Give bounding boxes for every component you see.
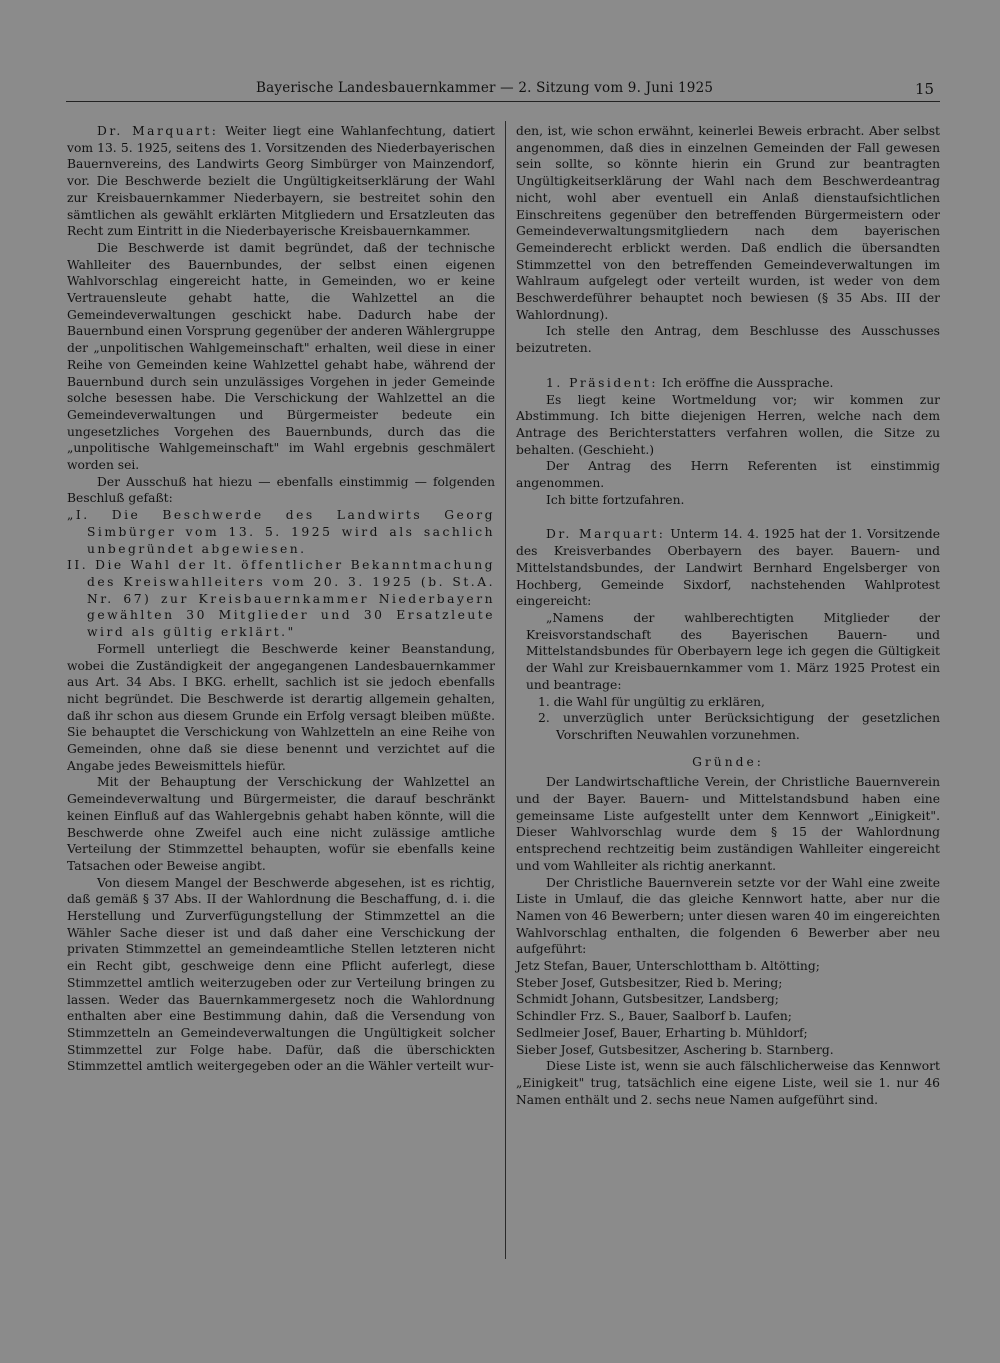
paragraph: Der Antrag des Herrn Referenten ist einstimmig angenommen. [516, 459, 940, 491]
page-number: 15 [915, 80, 935, 98]
list-item: 1. die Wahl für ungültig zu erklären, [538, 694, 765, 709]
paragraph: den, ist, wie schon erwähnt, keinerlei Beweis erbracht. Aber selbst angenommen, daß dies in einzelnen Gemeinden der Fall gewesen sein sollte, so könnte hierin ein Grund zur beantragten Ungültigkeitserklärung der Wahl nach dem Beschwerdeantrag nicht, wohl aber eventuell ein Anlaß dienstaufsichtlichen Einschreitens gegenüber den betreffenden Bürgermeistern oder Gemeindeverwaltungsmitgliedern nach dem bayerischen Gemeinderecht erblickt werden. Daß endlich die übersandten Stimmzettel von den betreffenden Gemeindeverwaltungen im Wahlraum aufgelegt oder verteilt wurden, ist weder von dem Beschwerdeführer behauptet noch bewiesen (§ 35 Abs. III der Wahlordnung). [516, 124, 940, 322]
name-list-item: Schindler Frz. S., Bauer, Saalborf b. Laufen; [516, 1009, 792, 1024]
speaker-name: Dr. Marquart: [97, 124, 219, 138]
paragraph: Es liegt keine Wortmeldung vor; wir kommen zur Abstimmung. Ich bitte diejenigen Herren, welche nach dem Antrage des Berichterstatters verfahren wollen, die Sitze zu behalten. (Geschieht.) [516, 392, 940, 457]
running-head: Bayerische Landesbauernkammer — 2. Sitzung vom 9. Juni 1925 [256, 80, 714, 96]
paragraph: Diese Liste ist, wenn sie auch fälschlicherweise das Kennwort „Einigkeit" trug, tatsächlich eine eigene Liste, weil sie 1. nur 46 Namen enthält und 2. sechs neue Namen aufgeführt sind. [516, 1059, 940, 1107]
resolution-item: II. Die Wahl der lt. öffentlicher Bekanntmachung des Kreiswahlleiters vom 20. 3. 1925 (b. St.A. Nr. 67) zur Kreisbauernkammer Niederbayern gewählten 30 Mitglieder und 30 Ersatzleute wird als gültig erklärt." [67, 558, 495, 640]
name-list-item: Steber Josef, Gutsbesitzer, Ried b. Mering; [516, 975, 783, 990]
speaker-name: Dr. Marquart: [546, 527, 666, 542]
section-heading: Gründe: [692, 754, 764, 769]
resolution-item: „I. Die Beschwerde des Landwirts Georg Simbürger vom 13. 5. 1925 wird als sachlich unbegründet abgewiesen. [67, 508, 495, 556]
paragraph: Mit der Behauptung der Verschickung der Wahlzettel an Gemeindeverwaltung und Bürgermeister, die darauf beschränkt keinen Einfluß auf das Wahlergebnis gehabt haben könnte, will die Beschwerde ohne Zweifel auch eine nicht zulässige amtliche Verteilung der Stimmzettel behaupten, wofür sie ebenfalls keine Tatsachen oder Beweise angibt. [67, 775, 495, 873]
left-column [67, 123, 495, 1075]
paragraph [67, 123, 495, 240]
name-list-item: Schmidt Johann, Gutsbesitzer, Landsberg; [516, 992, 779, 1007]
name-list-item: Sedlmeier Josef, Bauer, Erharting b. Mühldorf; [516, 1025, 808, 1040]
paragraph-text: Unterm 14. 4. 1925 hat der 1. Vorsitzende des Kreisverbandes Oberbayern des bayer. Bauern- und Mittelstandsbundes, der Landwirt Bernhard Engelsberger von Hochberg, Gemeinde Sixdorf, nachstehenden Wahlprotest eingereicht: [516, 527, 941, 609]
paragraph: Der Landwirtschaftliche Verein, der Christliche Bauernverein und der Bayer. Bauern- und Mittelstandsbund haben eine gemeinsame Liste aufgestellt unter dem Kennwort „Einigkeit". Dieser Wahlvorschlag wurde dem § 15 der Wahlordnung entsprechend rechtzeitig beim zuständigen Wahlleiter eingereicht und vom Wahlleiter als richtig anerkannt. [516, 775, 940, 873]
header-rule [66, 101, 940, 102]
paragraph [516, 375, 940, 392]
name-list-item: Sieber Josef, Gutsbesitzer, Aschering b. Starnberg. [516, 1042, 834, 1057]
paragraph: Die Beschwerde ist damit begründet, daß der technische Wahlleiter des Bauernbundes, der selbst einen eigenen Wahlvorschlag eingereicht hatte, in Gemeinden, wo er keine Vertrauensleute gehabt hatte, die Wahlzettel an die Gemeindeverwaltungen geschickt habe. Dadurch habe der Bauernbund einen Vorsprung gegenüber der anderen Wählergruppe der „unpolitischen Wahlgemeinschaft" erhalten, weil diese in einer Reihe von Gemeinden keine Wahlzettel gehabt habe, während der Bauernbund durch sein unzulässiges Vorgehen in jeder Gemeinde solche besessen habe. Die Verschickung der Wahlzettel an die Gemeindeverwaltungen und Bürgermeister bedeute ein ungesetzliches Vorgehen des Bauernbunds, durch das die „unpolitische Wahlgemeinschaft" im Wahl ergebnis geschmälert worden sei. [67, 240, 495, 473]
paragraph-text: Ich eröffne die Aussprache. [661, 375, 834, 390]
quoted-protest: „Namens der wahlberechtigten Mitglieder der Kreisvorstandschaft des Bayerischen Bauern- und Mittelstandsbundes für Oberbayern lege ich gegen die Gültigkeit der Wahl zur Kreisbauernkammer vom 1. März 1925 Protest ein und beantrage: [526, 610, 940, 692]
paragraph: Formell unterliegt die Beschwerde keiner Beanstandung, wobei die Zuständigkeit der angegangenen Landesbauernkammer aus Art. 34 Abs. I BKG. erhellt, sachlich ist sie jedoch ebenfalls nicht begründet. Die Beschwerde ist derartig allgemein gehalten, daß ihr schon aus diesem Grunde ein Erfolg versagt bleiben müßte. Sie behauptet die Verschickung von Wahlzetteln an eine Reihe von Gemeinden, ohne daß sie diese benennt und verzichtet auf die Angabe jedes Beweismittels hiefür. [67, 641, 495, 773]
paragraph: Ich bitte fortzufahren. [546, 492, 685, 507]
paragraph-text: Weiter liegt eine Wahlanfechtung, datiert vom 13. 5. 1925, seitens des 1. Vorsitzenden des Niederbayerischen Bauernvereins, des Landwirts Georg Simbürger von Mainzendorf, vor. Die Beschwerde bezielt die Ungültigkeitserklärung der Wahl zur Kreisbauernkammer Niederbayern, sie bestreitet sohin den sämtlichen als gewählt erklärten Mitgliedern und Ersatzleuten das Recht zum Eintritt in die Niederbayerische Kreisbauernkammer. [67, 124, 495, 239]
paragraph: Ich stelle den Antrag, dem Beschlusse des Ausschusses beizutreten. [516, 324, 940, 356]
paragraph: Der Christliche Bauernverein setzte vor der Wahl eine zweite Liste in Umlauf, die das gleiche Kennwort hatte, aber nur die Namen von 46 Bewerbern; unter diesen waren 40 im eingereichten Wahlvorschlag enthalten, die folgenden 6 Bewerber aber neu aufgeführt: [516, 875, 940, 957]
speaker-name: 1. Präsident: [546, 375, 659, 390]
list-item: 2. unverzüglich unter Berücksichtigung der gesetzlichen Vorschriften Neuwahlen vorzunehmen. [538, 711, 940, 742]
column-divider [505, 121, 506, 1259]
paragraph: Von diesem Mangel der Beschwerde abgesehen, ist es richtig, daß gemäß § 37 Abs. II der Wahlordnung die Beschaffung, d. i. die Herstellung und Zurverfügungstellung der Stimmzettel an die Wähler Sache dieser ist und daß daher eine Verschickung der privaten Stimmzettel an gemeindeamtliche Stellen letzteren nicht ein Recht gibt, geschweige denn eine Pflicht auferlegt, diese Stimmzettel amtlich weiterzugeben oder zur Verteilung bringen zu lassen. Weder das Bauernkammergesetz noch die Wahlordnung enthalten aber eine Bestimmung dahin, daß die Versendung von Stimmzetteln an Gemeindeverwaltungen die Ungültigkeit solcher Stimmzettel zur Folge habe. Dafür, daß die überschickten Stimmzettel amtlich weitergegeben oder an die Wähler verteilt wur- [67, 875, 495, 1074]
paragraph [516, 526, 940, 610]
paragraph: Der Ausschuß hat hiezu — ebenfalls einstimmig — folgenden Beschluß gefaßt: [67, 474, 495, 506]
name-list-item: Jetz Stefan, Bauer, Unterschlottham b. Altötting; [516, 959, 820, 974]
right-column [516, 123, 940, 1108]
